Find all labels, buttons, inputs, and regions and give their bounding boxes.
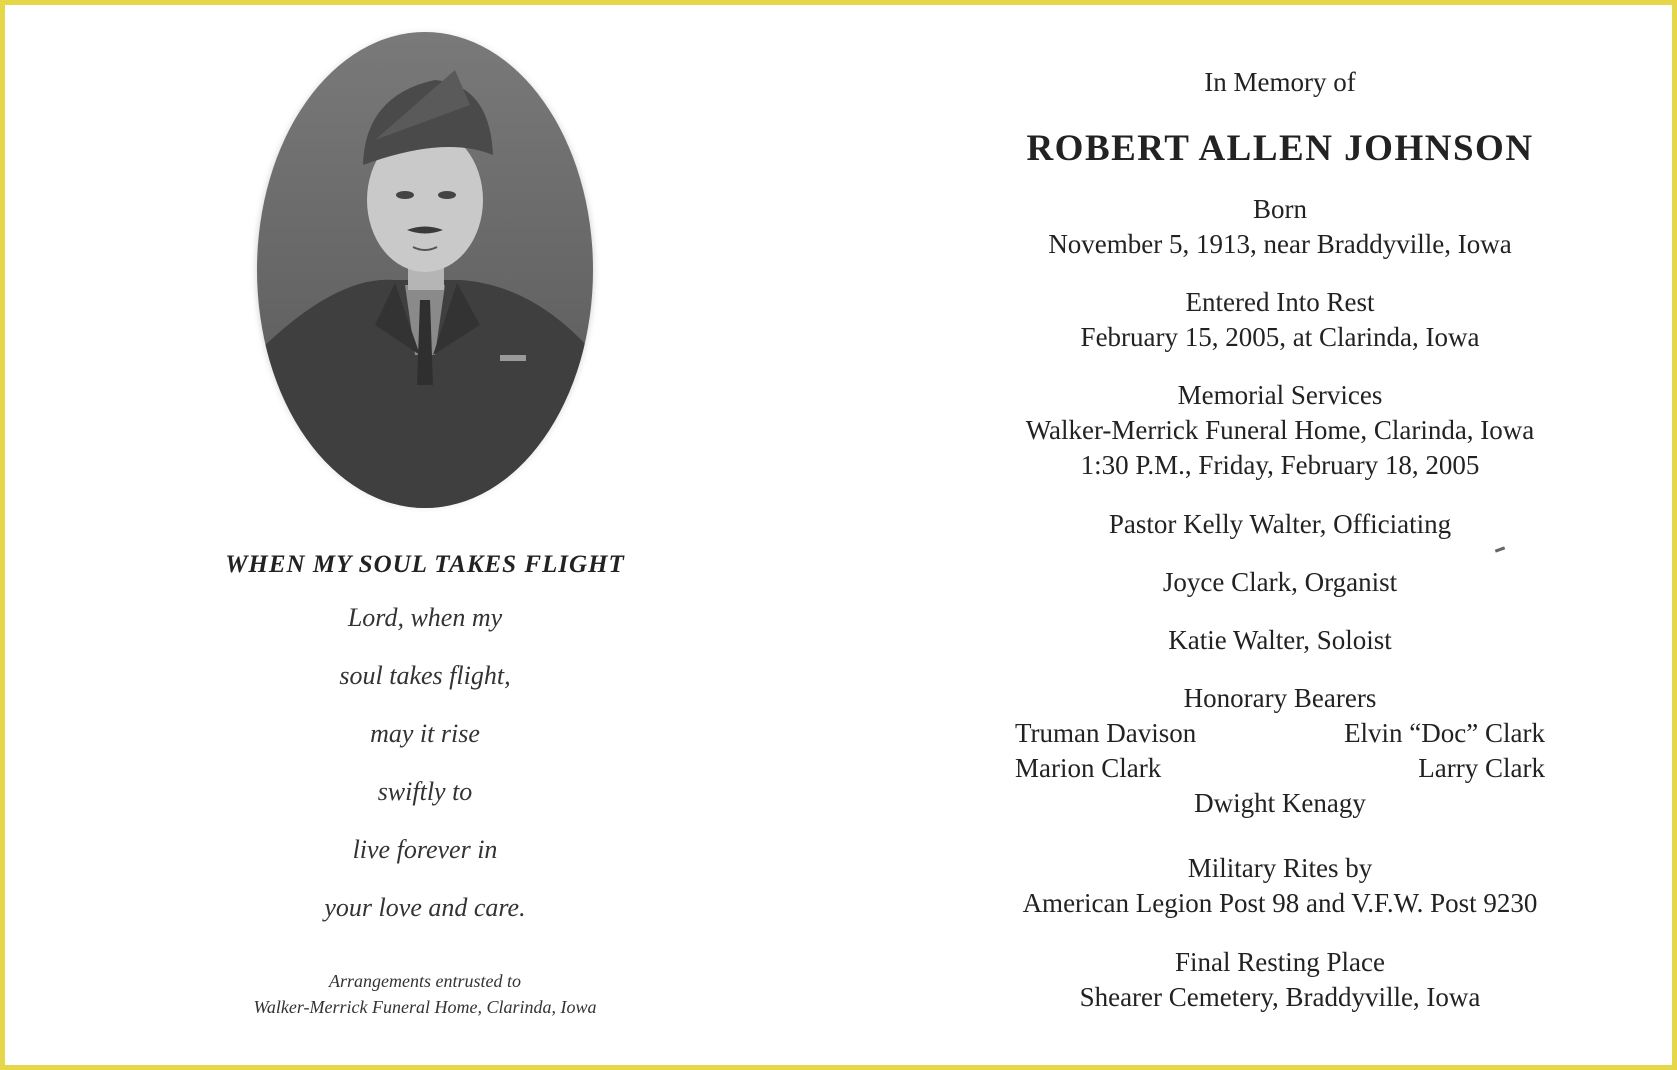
bearer-row	[965, 716, 1595, 751]
military-section	[965, 851, 1595, 921]
resting-value: Shearer Cemetery, Braddyville, Iowa	[1079, 982, 1481, 1012]
born-section	[965, 192, 1595, 262]
deceased-name: ROBERT ALLEN JOHNSON	[1026, 128, 1534, 169]
arrangements-note	[175, 968, 675, 1020]
born-value: November 5, 1913, near Braddyville, Iowa	[1048, 229, 1512, 259]
poem	[175, 603, 675, 951]
bearer-name: Larry Clark	[1418, 753, 1545, 783]
soloist: Katie Walter, Soloist	[1168, 625, 1392, 655]
rest-value: February 15, 2005, at Clarinda, Iowa	[1080, 322, 1480, 352]
poem-line: swiftly to	[377, 777, 473, 806]
officiant: Pastor Kelly Walter, Officiating	[1108, 509, 1452, 539]
resting-section	[965, 945, 1595, 1015]
military-value: American Legion Post 98 and V.F.W. Post 9230	[1022, 888, 1538, 918]
rest-section	[965, 285, 1595, 355]
memorial-label: Memorial Services	[1177, 380, 1383, 410]
organist: Joyce Clark, Organist	[1162, 567, 1398, 597]
bearer-row	[965, 751, 1595, 786]
poem-line: may it rise	[370, 719, 480, 748]
bearer-name: Dwight Kenagy	[1194, 788, 1366, 818]
memorial-section	[965, 378, 1595, 483]
arrangements-line: Arrangements entrusted to	[329, 971, 521, 991]
right-panel	[965, 5, 1595, 1065]
poem-title: WHEN MY SOUL TAKES FLIGHT	[225, 551, 625, 578]
rest-label: Entered Into Rest	[1185, 287, 1375, 317]
bearer-name: Marion Clark	[1015, 753, 1162, 783]
in-memory-heading: In Memory of	[1204, 67, 1356, 97]
poem-line: Lord, when my	[347, 603, 503, 632]
poem-line: your love and care.	[324, 893, 526, 922]
bearers-section	[965, 681, 1595, 821]
portrait-photo	[245, 25, 605, 515]
bearer-name: Truman Davison	[1015, 718, 1197, 748]
born-label: Born	[1253, 194, 1307, 224]
arrangements-line: Walker-Merrick Funeral Home, Clarinda, Iowa	[253, 997, 597, 1017]
bearers-label: Honorary Bearers	[1183, 683, 1377, 713]
poem-line: soul takes flight,	[339, 661, 511, 690]
resting-label: Final Resting Place	[1175, 947, 1385, 977]
bearer-name: Elvin “Doc” Clark	[1344, 718, 1545, 748]
poem-line: live forever in	[352, 835, 498, 864]
military-label: Military Rites by	[1187, 853, 1373, 883]
memorial-time: 1:30 P.M., Friday, February 18, 2005	[1080, 450, 1480, 480]
left-panel	[175, 5, 675, 1065]
memorial-place: Walker-Merrick Funeral Home, Clarinda, Iowa	[1025, 415, 1535, 445]
